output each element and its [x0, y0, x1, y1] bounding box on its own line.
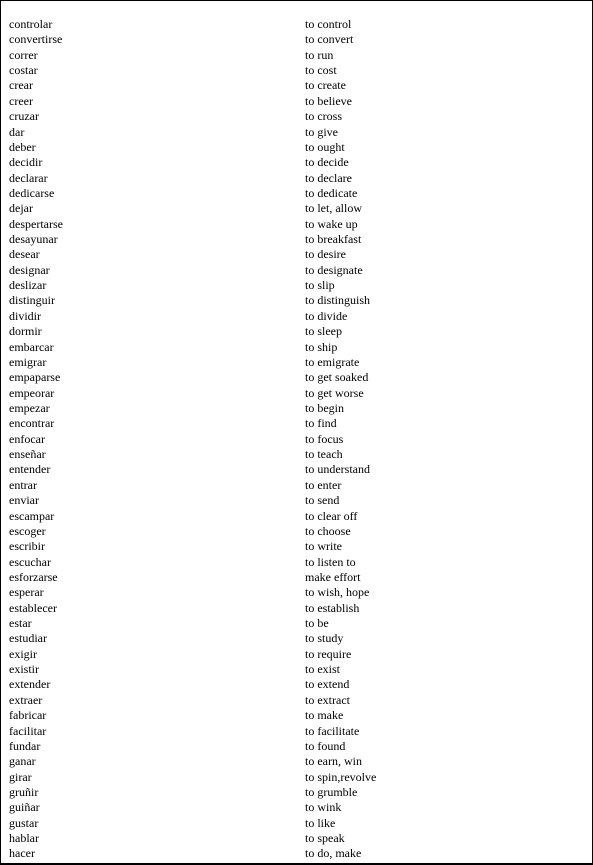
- spanish-word: escuchar: [9, 554, 51, 569]
- spanish-word: esforzarse: [9, 569, 58, 584]
- english-translation: to desire: [305, 247, 346, 262]
- english-translation: to found: [305, 738, 346, 753]
- english-translation: to designate: [305, 262, 363, 277]
- english-translation: to choose: [305, 523, 351, 538]
- english-translation: to wish, hope: [305, 585, 370, 600]
- vocab-row: [9, 247, 589, 262]
- spanish-word: empezar: [9, 400, 50, 415]
- spanish-word: enfocar: [9, 431, 45, 446]
- vocab-row: [9, 846, 589, 861]
- spanish-word: declarar: [9, 170, 48, 185]
- english-translation: to be: [305, 616, 329, 631]
- spanish-word: facilitar: [9, 723, 47, 738]
- english-translation: to dedicate: [305, 185, 358, 200]
- spanish-word: existir: [9, 662, 39, 677]
- vocab-row: [9, 140, 589, 155]
- vocab-row: [9, 370, 589, 385]
- spanish-word: estudiar: [9, 631, 47, 646]
- spanish-word: escribir: [9, 539, 45, 554]
- spanish-word: extraer: [9, 692, 43, 707]
- english-translation: to let, allow: [305, 201, 362, 216]
- spanish-word: enseñar: [9, 447, 46, 462]
- vocab-row: [9, 109, 589, 124]
- vocab-row: [9, 78, 589, 93]
- vocab-row: [9, 493, 589, 508]
- english-translation: to give: [305, 124, 338, 139]
- spanish-word: deslizar: [9, 278, 47, 293]
- spanish-word: gruñir: [9, 784, 39, 799]
- english-translation: to teach: [305, 447, 343, 462]
- english-translation: to ought: [305, 139, 345, 154]
- vocab-row: [9, 509, 589, 524]
- english-translation: to emigrate: [305, 354, 360, 369]
- english-translation: to speak: [305, 831, 345, 846]
- vocab-row: [9, 647, 589, 662]
- spanish-word: exigir: [9, 646, 37, 661]
- english-translation: to facilitate: [305, 723, 360, 738]
- vocab-row: [9, 601, 589, 616]
- spanish-word: ganar: [9, 754, 36, 769]
- english-translation: to control: [305, 17, 352, 31]
- spanish-word: controlar: [9, 17, 53, 31]
- spanish-word: guiñar: [9, 800, 40, 815]
- english-translation: to write: [305, 539, 342, 554]
- spanish-word: emigrar: [9, 354, 47, 369]
- english-translation: to slip: [305, 278, 335, 293]
- vocab-row: [9, 570, 589, 585]
- spanish-word: designar: [9, 262, 50, 277]
- vocab-row: [9, 478, 589, 493]
- vocab-row: [9, 447, 589, 462]
- vocab-row: [9, 585, 589, 600]
- english-translation: to focus: [305, 431, 344, 446]
- vocab-row: [9, 770, 589, 785]
- vocab-row: [9, 125, 589, 140]
- vocab-row: [9, 816, 589, 831]
- spanish-word: dar: [9, 124, 25, 139]
- vocab-row: [9, 63, 589, 78]
- vocab-row: [9, 293, 589, 308]
- vocab-row: [9, 217, 589, 232]
- spanish-word: fundar: [9, 738, 41, 753]
- spanish-word: costar: [9, 63, 38, 78]
- english-translation: to like: [305, 815, 336, 830]
- english-translation: to establish: [305, 600, 360, 615]
- vocab-row: [9, 693, 589, 708]
- english-translation: to require: [305, 646, 352, 661]
- vocab-row: [9, 739, 589, 754]
- english-translation: to exist: [305, 662, 340, 677]
- english-translation: to study: [305, 631, 344, 646]
- vocab-row: [9, 662, 589, 677]
- english-translation: to clear off: [305, 508, 358, 523]
- english-translation: to extract: [305, 692, 350, 707]
- vocab-row: [9, 186, 589, 201]
- english-translation: to do, make: [305, 846, 362, 861]
- vocab-row: [9, 539, 589, 554]
- spanish-word: escampar: [9, 508, 55, 523]
- spanish-word: gustar: [9, 815, 39, 830]
- spanish-word: esperar: [9, 585, 44, 600]
- english-translation: to find: [305, 416, 337, 431]
- spanish-word: correr: [9, 47, 38, 62]
- vocab-row: [9, 324, 589, 339]
- english-translation: to believe: [305, 93, 352, 108]
- vocab-row: [9, 355, 589, 370]
- vocab-row: [9, 278, 589, 293]
- spanish-word: dedicarse: [9, 185, 55, 200]
- vocab-row: [9, 800, 589, 815]
- spanish-word: empaparse: [9, 370, 61, 385]
- spanish-word: deber: [9, 139, 36, 154]
- vocab-row: [9, 171, 589, 186]
- english-translation: to understand: [305, 462, 370, 477]
- vocab-row: [9, 340, 589, 355]
- english-translation: to sleep: [305, 324, 342, 339]
- spanish-word: hablar: [9, 831, 39, 846]
- vocab-row: [9, 263, 589, 278]
- vocab-row: [9, 32, 589, 47]
- spanish-word: estar: [9, 616, 32, 631]
- vocab-row: [9, 309, 589, 324]
- english-translation: to send: [305, 493, 340, 508]
- english-translation: to run: [305, 47, 334, 62]
- spanish-word: dejar: [9, 201, 33, 216]
- english-translation: to divide: [305, 308, 348, 323]
- spanish-word: encontrar: [9, 416, 55, 431]
- english-translation: make effort: [305, 569, 361, 584]
- spanish-word: desear: [9, 247, 40, 262]
- spanish-word: convertirse: [9, 32, 63, 47]
- vocab-row: [9, 616, 589, 631]
- english-translation: to distinguish: [305, 293, 371, 308]
- english-translation: to breakfast: [305, 232, 362, 247]
- vocab-row: [9, 386, 589, 401]
- spanish-word: desayunar: [9, 232, 58, 247]
- bottom-rule: [1, 863, 592, 864]
- vocab-row: [9, 524, 589, 539]
- vocab-row: [9, 155, 589, 170]
- english-translation: to declare: [305, 170, 352, 185]
- spanish-word: dividir: [9, 308, 41, 323]
- english-translation: to convert: [305, 32, 354, 47]
- english-translation: to grumble: [305, 784, 358, 799]
- spanish-word: girar: [9, 769, 32, 784]
- spanish-word: empeorar: [9, 385, 55, 400]
- vocab-row: [9, 677, 589, 692]
- spanish-word: creer: [9, 93, 33, 108]
- spanish-word: crear: [9, 78, 33, 93]
- vocab-row: [9, 754, 589, 769]
- english-translation: to listen to: [305, 554, 356, 569]
- vocab-row: [9, 831, 589, 846]
- vocab-row: [9, 232, 589, 247]
- vocab-row: [9, 708, 589, 723]
- english-translation: to ship: [305, 339, 338, 354]
- spanish-word: hacer: [9, 846, 35, 861]
- english-translation: to cross: [305, 109, 342, 124]
- english-translation: to extend: [305, 677, 350, 692]
- vocab-row: [9, 785, 589, 800]
- spanish-word: extender: [9, 677, 51, 692]
- english-translation: to begin: [305, 400, 344, 415]
- english-translation: to wake up: [305, 216, 358, 231]
- spanish-word: distinguir: [9, 293, 56, 308]
- english-translation: to spin,revolve: [305, 769, 377, 784]
- spanish-word: embarcar: [9, 339, 54, 354]
- english-translation: to cost: [305, 63, 337, 78]
- spanish-word: entender: [9, 462, 51, 477]
- vocab-row: [9, 631, 589, 646]
- vocab-row: [9, 432, 589, 447]
- english-translation: to decide: [305, 155, 349, 170]
- spanish-word: fabricar: [9, 708, 47, 723]
- english-translation: to get soaked: [305, 370, 369, 385]
- spanish-word: entrar: [9, 477, 37, 492]
- spanish-word: enviar: [9, 493, 39, 508]
- vocab-row: [9, 17, 589, 32]
- english-translation: to make: [305, 708, 344, 723]
- english-translation: to create: [305, 78, 346, 93]
- spanish-word: establecer: [9, 600, 57, 615]
- english-translation: to get worse: [305, 385, 364, 400]
- english-translation: to wink: [305, 800, 342, 815]
- vocab-row: [9, 555, 589, 570]
- spanish-word: decidir: [9, 155, 43, 170]
- vocab-row: [9, 201, 589, 216]
- spanish-word: escoger: [9, 523, 46, 538]
- spanish-word: dormir: [9, 324, 42, 339]
- vocabulary-list: [9, 17, 589, 862]
- spanish-word: cruzar: [9, 109, 39, 124]
- vocab-row: [9, 48, 589, 63]
- vocab-row: [9, 401, 589, 416]
- english-translation: to enter: [305, 477, 342, 492]
- vocab-row: [9, 94, 589, 109]
- vocab-row: [9, 724, 589, 739]
- spanish-word: despertarse: [9, 216, 63, 231]
- vocab-row: [9, 416, 589, 431]
- vocab-row: [9, 462, 589, 477]
- english-translation: to earn, win: [305, 754, 362, 769]
